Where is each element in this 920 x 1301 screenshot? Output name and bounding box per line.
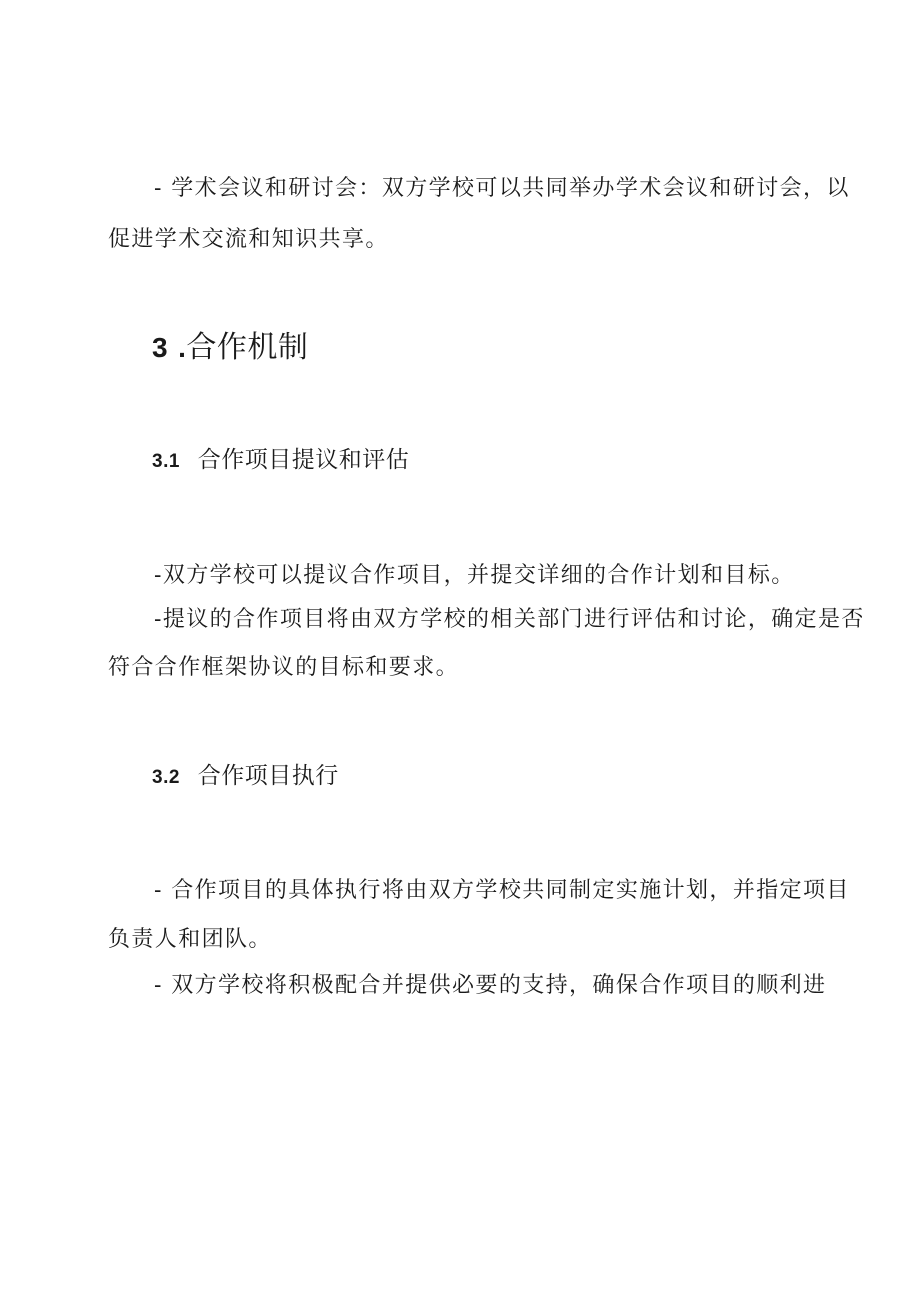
section-3-heading — [152, 330, 308, 366]
section-3-2-title: 合作项目执行 — [197, 763, 339, 789]
section-3-2-item-1-line1: - 合作项目的具体执行将由双方学校共同制定实施计划，并指定项目 — [154, 878, 850, 903]
section-3-dot: . — [178, 332, 187, 363]
section-3-1-item-2-line2: 符合合作框架协议的目标和要求。 — [108, 655, 460, 680]
bullet-academic-conference-line2: 促进学术交流和知识共享。 — [108, 227, 389, 252]
section-3-1-heading — [152, 445, 409, 477]
bullet-academic-conference-line1: - 学术会议和研讨会：双方学校可以共同举办学术会议和研讨会，以 — [154, 176, 850, 201]
section-3-1-number: 3.1 — [152, 451, 180, 472]
section-3-2-item-1-line2: 负责人和团队。 — [108, 927, 272, 952]
section-3-1-item-2-line1: -提议的合作项目将由双方学校的相关部门进行评估和讨论，确定是否 — [154, 607, 865, 632]
section-3-2-heading — [152, 761, 339, 793]
section-3-1-title: 合作项目提议和评估 — [197, 447, 410, 473]
section-3-2-number: 3.2 — [152, 767, 180, 788]
section-3-1-item-1: -双方学校可以提议合作项目，并提交详细的合作计划和目标。 — [154, 563, 795, 588]
section-3-title: 合作机制 — [186, 330, 309, 365]
section-3-2-item-2: - 双方学校将积极配合并提供必要的支持，确保合作项目的顺利进 — [154, 973, 827, 998]
section-3-number: 3 — [152, 332, 169, 363]
